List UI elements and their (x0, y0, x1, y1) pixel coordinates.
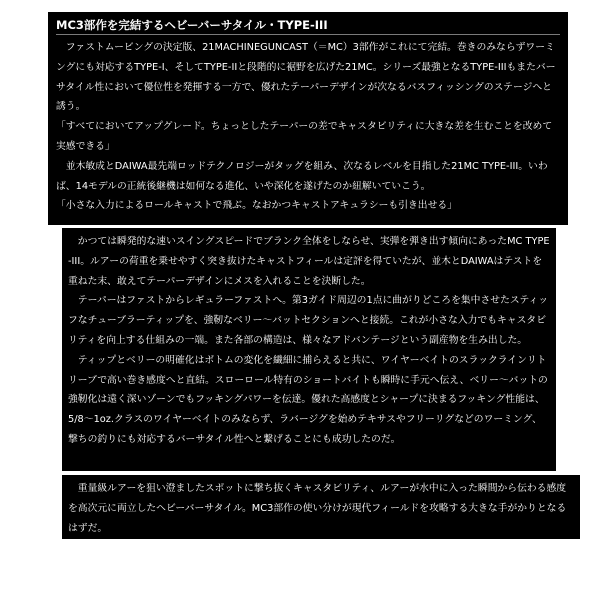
summary-section (62, 475, 580, 539)
taper-paragraph: テーパーはファストからレギュラーファストへ。第3ガイド周辺の1点に曲がりどころを集中させたスティッフなチューブラーティップを、強靭なベリー〜バットセクションへと接続。これが小さな入力でもキャスタビリティを向上する仕組みの一端。また各部の構造は、様々なアドバンテージという副産物を生み出した。 (68, 295, 549, 346)
summary-paragraph: 重量級ルアーを狙い澄ましたスポットに撃ち抜くキャスタビリティ、ルアーが水中に入った瞬間から伝わる感度を高次元に両立したヘビーバーサタイル。MC3部作の使い分けが現代フィールドを攻略する大きな手がかりとなるはずだ。 (68, 483, 567, 534)
history-paragraph: かつては瞬発的な速いスイングスピードでブランク全体をしならせ、実弾を弾き出す傾向にあったMC TYPE-III。ルアーの荷重を乗せやすく突き抜けたキャストフィールは定評を得ていたが、並木とDAIWAはテストを重ねた末、敢えてテーパーデザインにメスを入れることを決断した。 (68, 236, 550, 287)
title-divider (56, 34, 560, 35)
intro-section (48, 12, 568, 225)
background-paragraph: 並木敏成とDAIWA最先端ロッドテクノロジーがタッグを組み、次なるレベルを目指した21MC TYPE-III。いわば、14モデルの正統後継機は如何なる進化、いや深化を遂げたのか紐解いていこう。 (56, 160, 548, 192)
quote-paragraph: 「小さな入力によるロールキャストで飛ぶ。なおかつキャストアキュラシーも引き出せる」 (56, 200, 457, 212)
section-title: MC3部作を完結するヘビーバーサタイル・TYPE-III (56, 18, 328, 32)
quote-paragraph: 「すべてにおいてアップグレード。ちょっとしたテーパーの差でキャスタビリティに大きな差を生むことを改めて実感できる」 (56, 121, 553, 152)
taper-section (62, 228, 556, 471)
intro-paragraph: ファストムービングの決定版、21MACHINEGUNCAST（＝MC）3部作がこれにて完結。巻きのみならずワーミングにも対応するTYPE-I、そしてTYPE-IIと段階的に裾野を広げた21MC。シリーズ最強となるTYPE-IIIもまたバーサタイル性において優位性を発揮する一方で、優れたテーパーデザインが次なるバスフィッシングのステージへと誘う。 (56, 42, 556, 113)
sensitivity-paragraph: ティップとベリーの明確化はボトムの変化を繊細に捕らえると共に、ワイヤーベイトのスラックラインリトリーブで高い巻き感度へと直結。スローロール特有のショートバイトも瞬時に手元へ伝え、ベリー〜バットの強靭化は遠く深いゾーンでもフッキングパワーを伝達。優れた高感度とシャープに決まるフッキング性能は、5/8〜1oz.クラスのワイヤーベイトのみならず、ラバージグを始めテキサスやフリーリグなどのワーミング、撃ちの釣りにも対応するバーサタイル性へと繋げることにも成功したのだ。 (68, 354, 548, 445)
